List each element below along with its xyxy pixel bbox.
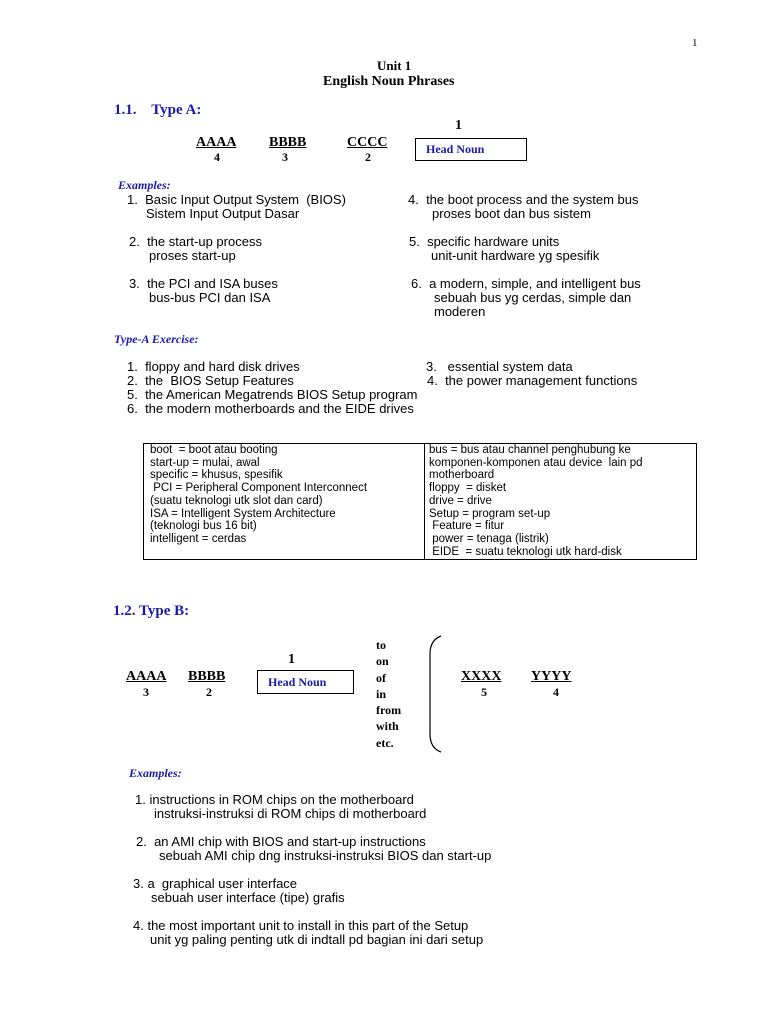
vocabulary-table	[143, 443, 697, 560]
code-b-xxxx-number: 5	[481, 685, 487, 699]
example-a-2-id: proses start-up	[149, 248, 236, 263]
example-a-2-en: 2. the start-up process	[129, 234, 262, 249]
exercise-a-2: 2. the BIOS Setup Features	[127, 373, 294, 388]
exercise-a-3: 3. essential system data	[426, 359, 573, 374]
example-b-1-en: 1. instructions in ROM chips on the motherboard	[135, 792, 414, 807]
section-heading-type-a: 1.1. Type A:	[114, 102, 202, 118]
page-title: English Noun Phrases	[323, 74, 455, 89]
vocabulary-left-column: boot = boot atau booting start-up = mulai, awal specific = khusus, spesifik PCI = Peripheral Component Interconnect (suatu teknologi utk slot dan card) ISA = Intelligent System Architecture (teknologi bus 16 bit) intelligent = cerdas	[150, 444, 368, 545]
head-noun-label-b: Head Noun	[268, 675, 327, 689]
head-noun-number-b: 1	[288, 652, 295, 667]
vocabulary-right-column: bus = bus atau channel penghubung ke komponen-komponen atau device lain pd motherboard floppy = disket drive = drive Setup = program set-up Feature = fitur power = tenaga (listrik) EIDE = suatu teknologi utk hard-disk	[429, 444, 643, 558]
example-b-3-en: 3. a graphical user interface	[133, 876, 298, 891]
example-b-1-id: instruksi-instruksi di ROM chips di motherboard	[154, 806, 427, 821]
code-b-aaaa: AAAA	[126, 669, 167, 684]
example-a-1-en: 1. Basic Input Output System (BIOS)	[127, 192, 346, 207]
code-b-bbbb: BBBB	[188, 669, 226, 684]
code-b-xxxx: XXXX	[461, 669, 502, 684]
example-a-3-en: 3. the PCI and ISA buses	[129, 276, 278, 291]
example-a-4-en: 4. the boot process and the system bus	[408, 192, 639, 207]
example-a-6-en: 6. a modern, simple, and intelligent bus	[411, 276, 641, 291]
code-b-aaaa-number: 3	[143, 685, 149, 699]
code-bbbb: BBBB	[269, 135, 307, 150]
code-aaaa-number: 4	[214, 150, 220, 164]
examples-label-b: Examples:	[129, 766, 182, 780]
head-noun-box-b	[257, 670, 354, 694]
example-a-1-id: Sistem Input Output Dasar	[146, 206, 300, 221]
example-a-3-id: bus-bus PCI dan ISA	[149, 290, 271, 305]
exercise-a-6: 6. the modern motherboards and the EIDE drives	[127, 401, 414, 416]
examples-label-a: Examples:	[118, 178, 171, 192]
unit-label: Unit 1	[377, 58, 412, 73]
example-a-5-en: 5. specific hardware units	[409, 234, 560, 249]
head-noun-label-a: Head Noun	[426, 142, 485, 156]
vocabulary-divider	[424, 444, 425, 559]
code-bbbb-number: 3	[282, 150, 288, 164]
code-b-yyyy-number: 4	[553, 685, 559, 699]
code-b-yyyy: YYYY	[531, 669, 572, 684]
example-b-3-id: sebuah user interface (tipe) grafis	[151, 890, 345, 905]
page-number: 1	[692, 37, 698, 49]
example-b-2-en: 2. an AMI chip with BIOS and start-up instructions	[136, 834, 426, 849]
example-a-6-id-cont: moderen	[434, 304, 486, 319]
head-noun-box-a	[415, 138, 527, 161]
code-cccc: CCCC	[347, 135, 388, 150]
exercise-label-a: Type-A Exercise:	[114, 332, 199, 346]
example-a-4-id: proses boot dan bus sistem	[432, 206, 591, 221]
preposition-list: to on of in from with etc.	[376, 638, 402, 750]
example-b-4-en: 4. the most important unit to install in this part of the Setup	[133, 918, 469, 933]
code-cccc-number: 2	[365, 150, 371, 164]
head-noun-number-a: 1	[455, 118, 462, 133]
example-b-4-id: unit yg paling penting utk di indtall pd bagian ini dari setup	[150, 932, 484, 947]
code-b-bbbb-number: 2	[206, 685, 212, 699]
exercise-a-1: 1. floppy and hard disk drives	[127, 359, 300, 374]
exercise-a-4: 4. the power management functions	[427, 373, 638, 388]
code-aaaa: AAAA	[196, 135, 237, 150]
left-brace-icon	[426, 634, 444, 754]
example-a-5-id: unit-unit hardware yg spesifik	[431, 248, 600, 263]
example-a-6-id: sebuah bus yg cerdas, simple dan	[434, 290, 632, 305]
section-heading-type-b: 1.2. Type B:	[113, 603, 190, 619]
exercise-a-5: 5. the American Megatrends BIOS Setup program	[127, 387, 418, 402]
example-b-2-id: sebuah AMI chip dng instruksi-instruksi BIOS dan start-up	[159, 848, 492, 863]
